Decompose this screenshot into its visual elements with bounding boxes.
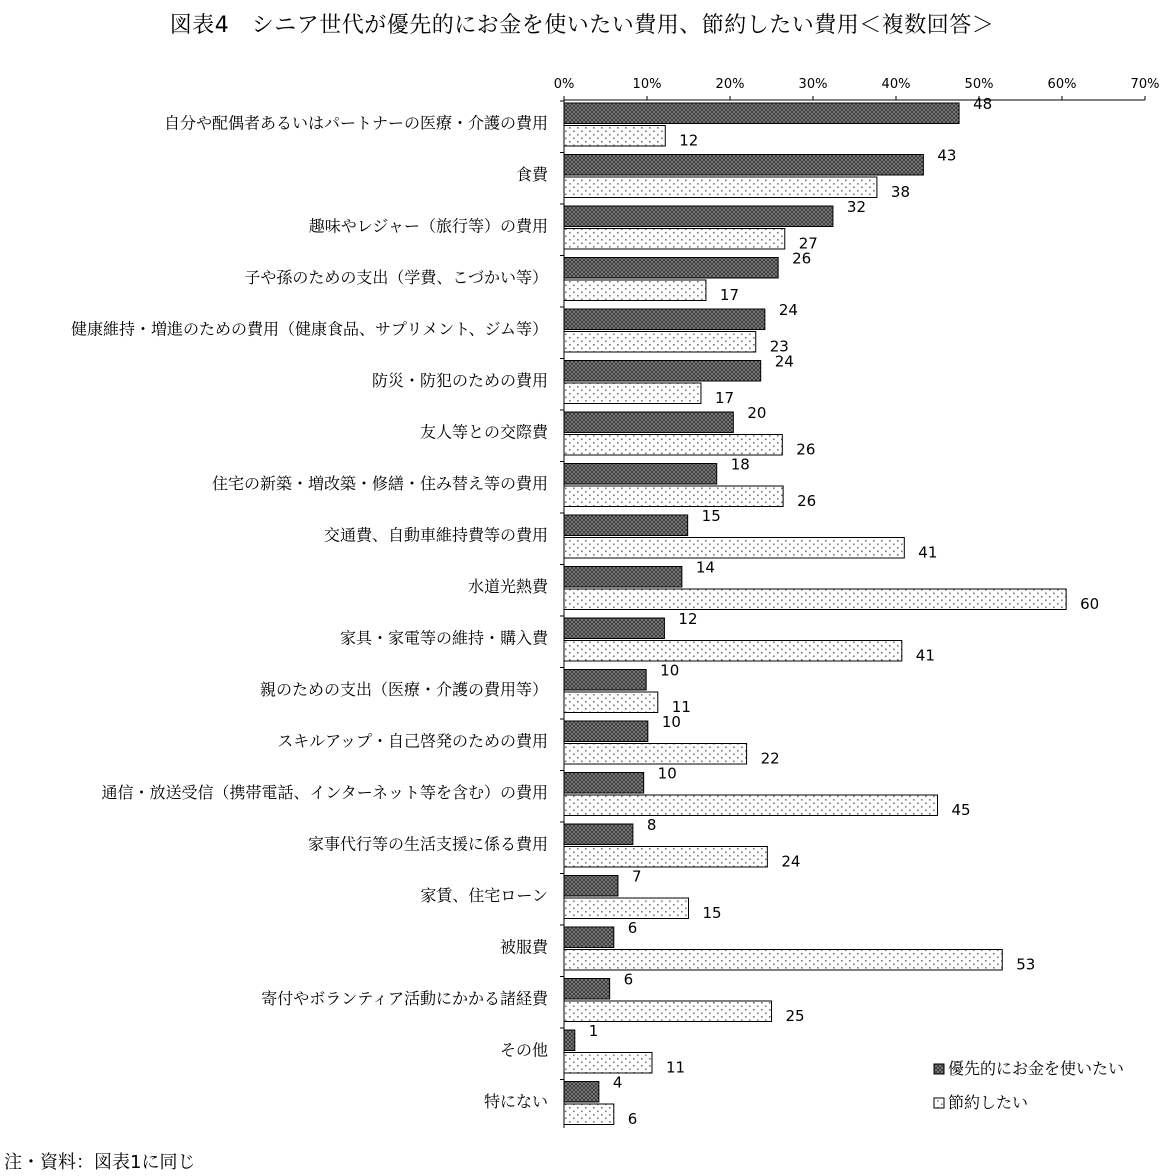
category-label: 食費 [515,165,548,184]
data-label: 17 [719,286,740,304]
bar-spend [564,1030,575,1051]
bar-spend [564,464,717,485]
bar-save [564,332,756,353]
category-label: 自分や配偶者あるいはパートナーの医療・介護の費用 [163,113,548,133]
bar-save [564,229,785,250]
bar-spend [564,824,633,845]
data-label: 15 [702,904,722,922]
category-label: 家賃、住宅ローン [420,886,548,905]
bar-save [564,486,783,507]
x-tick-label: 30% [798,77,828,92]
data-label: 18 [730,455,750,474]
bar-save [564,795,938,816]
data-label: 43 [937,146,957,165]
chart-note: 注・資料：図表1に同じ [4,1152,196,1173]
category-labels [71,114,549,1112]
x-tick-label: 60% [1047,77,1077,92]
bar-save [564,126,665,147]
bar-save [564,692,658,713]
category-label: 寄付やボランティア活動にかかる諸経費 [261,989,548,1008]
data-label: 53 [1016,955,1036,974]
bar-spend [564,618,664,639]
data-label: 26 [796,440,816,459]
category-label: 特にない [483,1092,548,1111]
bar-save [564,538,904,559]
bar-spend [564,258,778,279]
data-label: 41 [915,646,935,665]
data-label: 14 [695,558,715,577]
category-label: 交通費、自動車維持費等の費用 [323,525,548,545]
data-label: 4 [612,1073,623,1092]
x-tick-label: 70% [1130,77,1160,92]
bar-save [564,898,689,919]
data-label: 10 [661,713,681,731]
category-label: 友人等との交際費 [419,422,548,442]
data-label: 45 [951,801,971,819]
bar-spend [564,412,733,433]
bar-save [564,280,706,301]
bar-spend [564,1082,599,1103]
data-label: 8 [646,816,657,834]
category-label: 家事代行等の生活支援に係る費用 [307,834,548,854]
bar-save [564,641,902,662]
legend-swatch-save [934,1098,944,1108]
data-label: 12 [678,610,698,628]
data-label: 27 [798,234,818,253]
data-label: 23 [769,337,789,356]
bar-save [564,589,1066,610]
category-label: スキルアップ・自己啓発のための費用 [277,731,548,751]
bars [564,95,1099,1128]
bar-save [564,1053,652,1074]
data-label: 41 [918,543,938,562]
data-label: 48 [973,95,993,113]
category-label: 健康維持・増進のための費用（健康食品、サプリメント、ジム等） [71,319,548,339]
x-tick-label: 10% [632,77,662,92]
bar-spend [564,876,618,897]
data-label: 17 [714,389,735,407]
bar-spend [564,515,688,536]
data-label: 38 [890,183,911,201]
data-label: 10 [657,764,677,783]
x-tick-label: 50% [964,77,994,92]
x-tick-label: 20% [715,77,745,92]
category-label: その他 [499,1040,548,1060]
category-label: 水道光熱費 [467,577,548,596]
bar-save [564,744,747,765]
data-label: 6 [627,919,638,937]
data-label: 6 [627,1110,638,1128]
data-label: 11 [665,1058,686,1077]
bar-spend [564,361,761,382]
bar-spend [564,670,646,691]
x-tick-label: 0% [553,77,575,92]
bar-save [564,950,1002,971]
data-label: 24 [778,301,798,319]
bar-save [564,1001,772,1022]
category-label: 親のための支出（医療・介護の費用等） [259,680,548,699]
category-label: 通信・放送受信（携帯電話、インターネット等を含む）の費用 [101,783,548,802]
data-label: 26 [797,492,817,510]
bar-spend [564,567,682,588]
bar-spend [564,155,923,176]
legend-label: 節約したい [948,1093,1029,1112]
bar-spend [564,773,644,794]
bar-spend [564,979,610,1000]
data-label: 60 [1080,595,1100,613]
bar-spend [564,206,833,227]
legend-swatch-spend [934,1064,944,1074]
data-label: 32 [846,198,867,216]
data-label: 7 [631,867,642,886]
category-label: 住宅の新築・増改築・修繕・住み替え等の費用 [211,474,548,493]
chart-title: 図表4 シニア世代が優先的にお金を使いたい費用、節約したい費用＜複数回答＞ [169,13,995,38]
bar-save [564,177,877,198]
category-label: 家具・家電等の維持・購入費 [339,628,548,648]
bar-spend [564,721,648,742]
category-label: 防災・防犯のための費用 [371,371,548,390]
bar-spend [564,103,959,124]
bar-save [564,383,701,404]
bar-spend [564,309,765,330]
bar-save [564,435,782,456]
bar-spend [564,927,614,948]
data-label: 1 [588,1022,599,1040]
bar-save [564,847,767,868]
data-label: 22 [760,749,780,768]
x-tick-label: 40% [881,77,911,92]
data-label: 6 [623,970,634,989]
data-label: 20 [747,404,767,422]
data-label: 11 [671,698,691,716]
legend [934,1059,1124,1112]
data-label: 15 [701,507,721,525]
data-label: 26 [792,249,812,268]
data-label: 24 [781,852,801,871]
legend-label: 優先的にお金を使いたい [948,1059,1125,1078]
category-label: 子や孫のための支出（学費、こづかい等） [244,268,548,287]
category-label: 被服費 [499,937,548,957]
category-label: 趣味やレジャー（旅行等）の費用 [308,216,548,236]
data-label: 25 [785,1007,805,1025]
data-label: 12 [679,131,699,150]
bar-save [564,1104,614,1125]
data-label: 24 [774,352,794,371]
data-label: 10 [660,661,680,680]
